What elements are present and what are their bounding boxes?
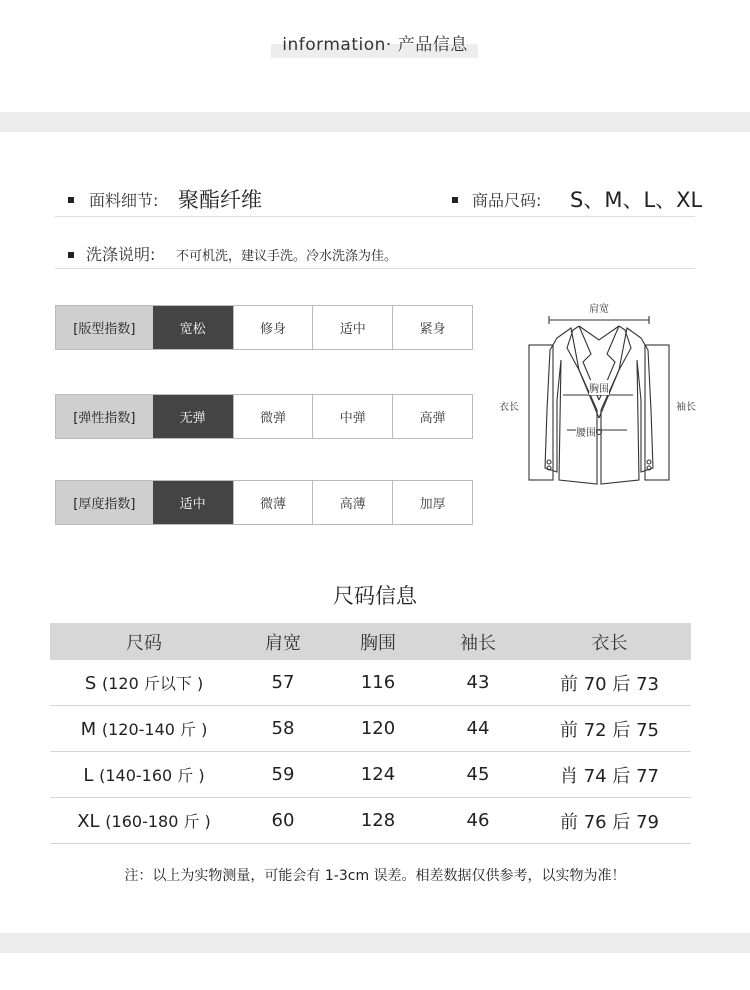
chest-cell: 116 bbox=[360, 672, 396, 693]
wash-label: 洗涤说明: bbox=[86, 245, 156, 264]
stretch-option-high: 高弹 bbox=[392, 395, 472, 438]
fit-option-tight: 紧身 bbox=[392, 306, 472, 349]
page-title: information· 产品信息 bbox=[282, 35, 468, 55]
stretch-index-row bbox=[55, 394, 473, 439]
length-cell: 前 72 后 75 bbox=[560, 719, 659, 741]
chest-cell: 120 bbox=[360, 718, 396, 739]
shoulder-cell: 59 bbox=[271, 764, 295, 785]
diagram-length-label: 衣长 bbox=[499, 402, 519, 413]
sizes-label: 商品尺码: bbox=[472, 191, 542, 210]
stretch-index-label: [弹性指数] bbox=[56, 395, 153, 438]
header-chest: 胸围 bbox=[360, 632, 396, 654]
divider-line bbox=[55, 268, 695, 269]
shoulder-cell: 58 bbox=[271, 718, 295, 739]
size-cell: M (120-140 斤 ) bbox=[80, 719, 208, 740]
diagram-chest-label: 胸围 bbox=[589, 380, 609, 395]
table-row bbox=[50, 706, 691, 752]
fit-option-regular: 适中 bbox=[312, 306, 392, 349]
diagram-sleeve-label: 袖长 bbox=[676, 402, 696, 413]
header-length: 衣长 bbox=[591, 632, 628, 654]
measurement-note: 注：以上为实物测量，可能会有 1-3cm 误差。相差数据仅供参考，以实物为准！ bbox=[124, 868, 626, 884]
header-sleeve: 袖长 bbox=[460, 632, 496, 654]
divider-line bbox=[55, 216, 695, 217]
wash-value: 不可机洗，建议手洗。冷水洗涤为佳。 bbox=[176, 249, 398, 264]
fit-index-label: [版型指数] bbox=[56, 306, 153, 349]
thickness-option-thick: 加厚 bbox=[392, 481, 472, 524]
sleeve-cell: 46 bbox=[466, 810, 490, 831]
chest-cell: 128 bbox=[360, 810, 396, 831]
stretch-option-medium: 中弹 bbox=[312, 395, 392, 438]
bullet-icon bbox=[68, 197, 74, 203]
size-table-header bbox=[50, 623, 691, 660]
size-table bbox=[50, 623, 691, 844]
section-divider-band bbox=[0, 933, 750, 953]
sizes-value: S、M、L、XL bbox=[570, 188, 703, 212]
section-divider-band bbox=[0, 112, 750, 132]
fabric-label: 面料细节: bbox=[89, 191, 159, 210]
fabric-value: 聚酯纤维 bbox=[178, 188, 262, 212]
thickness-option-very-thin: 高薄 bbox=[312, 481, 392, 524]
bullet-icon bbox=[452, 197, 458, 203]
diagram-waist-label: 腰围 bbox=[576, 424, 596, 439]
header-shoulder: 肩宽 bbox=[265, 632, 301, 654]
size-cell: S (120 斤以下 ) bbox=[84, 673, 204, 694]
size-cell: XL (160-180 斤 ) bbox=[77, 811, 211, 832]
table-row bbox=[50, 752, 691, 798]
table-row bbox=[50, 660, 691, 706]
length-cell: 肖 74 后 77 bbox=[560, 765, 659, 787]
sleeve-cell: 45 bbox=[466, 764, 490, 785]
table-row bbox=[50, 798, 691, 844]
diagram-shoulder-label: 肩宽 bbox=[589, 304, 609, 315]
length-cell: 前 76 后 79 bbox=[560, 811, 659, 833]
shoulder-cell: 57 bbox=[271, 672, 295, 693]
stretch-option-slight: 微弹 bbox=[233, 395, 313, 438]
bullet-icon bbox=[68, 252, 74, 258]
chest-cell: 124 bbox=[360, 764, 396, 785]
thickness-index-row bbox=[55, 480, 473, 525]
shoulder-cell: 60 bbox=[271, 810, 295, 831]
stretch-option-none: 无弹 bbox=[153, 395, 233, 438]
header-size: 尺码 bbox=[126, 632, 162, 654]
thickness-index-label: [厚度指数] bbox=[56, 481, 153, 524]
sleeve-cell: 44 bbox=[466, 718, 490, 739]
sleeve-cell: 43 bbox=[466, 672, 490, 693]
fit-index-row bbox=[55, 305, 473, 350]
thickness-option-medium: 适中 bbox=[153, 481, 233, 524]
thickness-option-thin: 微薄 bbox=[233, 481, 313, 524]
size-cell: L (140-160 斤 ) bbox=[83, 765, 205, 786]
fit-option-slim: 修身 bbox=[233, 306, 313, 349]
size-table-title: 尺码信息 bbox=[333, 584, 417, 608]
length-cell: 前 70 后 73 bbox=[560, 673, 659, 695]
fit-option-loose: 宽松 bbox=[153, 306, 233, 349]
